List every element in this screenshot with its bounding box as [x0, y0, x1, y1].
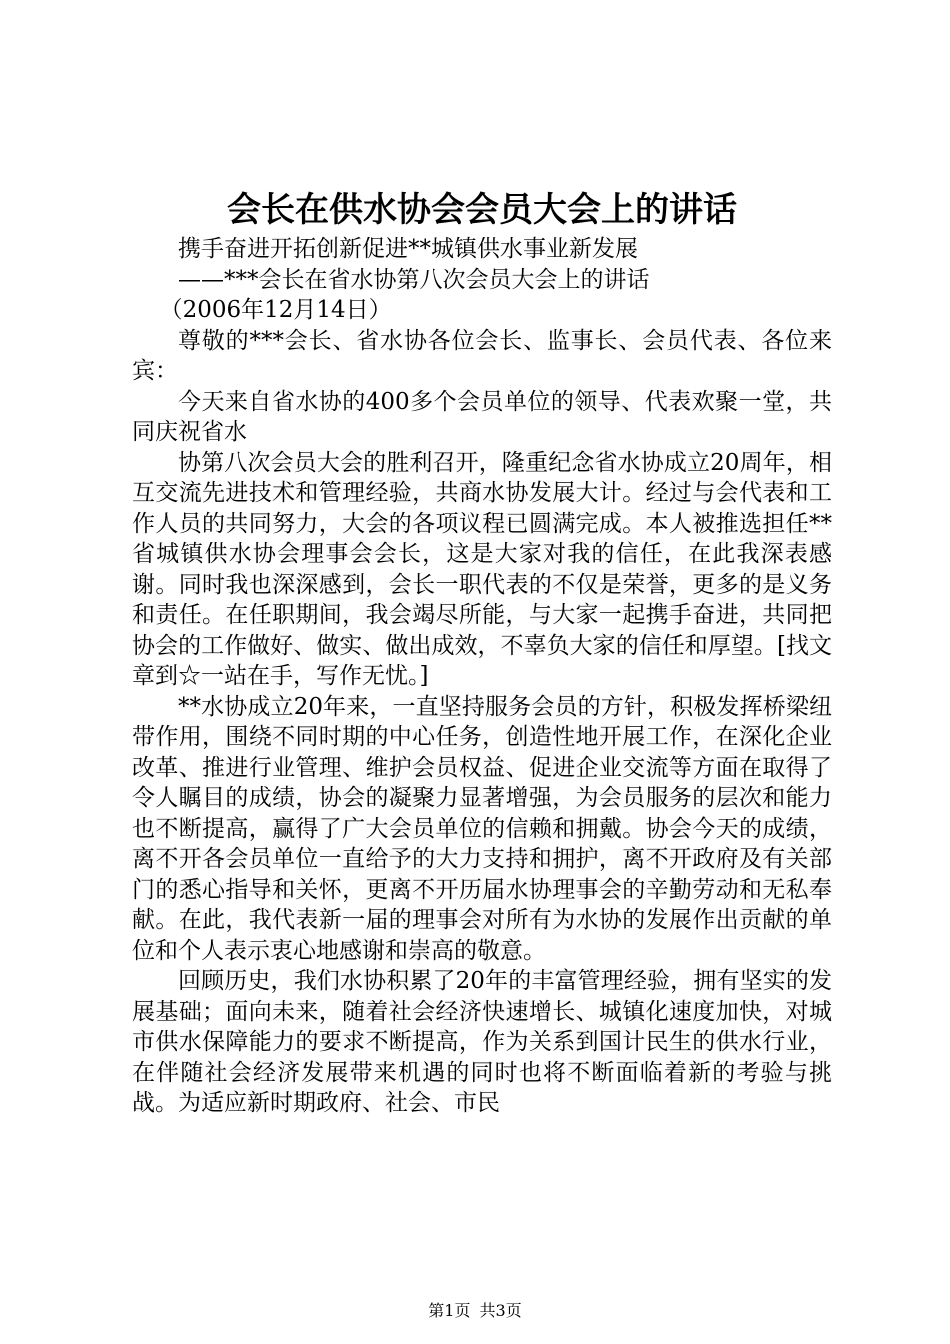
subtitle-speaker: ——***会长在省水协第八次会员大会上的讲话	[178, 266, 650, 293]
document-page	[132, 0, 832, 1344]
body-paragraph: 今天来自省水协的400多个会员单位的领导、代表欢聚一堂，共同庆祝省水	[132, 388, 832, 445]
speech-date: （2006年12月14日）	[159, 297, 392, 323]
subtitle-paragraph: 携手奋进开拓创新促进**城镇供水事业新发展	[178, 236, 638, 262]
page-footer	[0, 1300, 950, 1322]
document-body	[132, 234, 832, 1119]
body-paragraph: 协第八次会员大会的胜利召开，隆重纪念省水协成立20周年，相互交流先进技术和管理经验，共商水协发展大计。经过与会代表和工作人员的共同努力，大会的各项议程已圆满完成。本人被推选担任**省城镇供水协会理事会会长，这是大家对我的信任，在此我深表感谢。同时我也深深感到，会长一职代表的不仅是荣誉，更多的是义务和责任。在任职期间，我会竭尽所能，与大家一起携手奋进，共同把协会的工作做好、做实、做出成效，不辜负大家的信任和厚望。[找文章到☆一站在手，写作无忧。]	[132, 449, 832, 689]
salutation-paragraph: 尊敬的***会长、省水协各位会长、监事长、会员代表、各位来宾：	[132, 327, 832, 384]
body-paragraph: **水协成立20年来，一直坚持服务会员的方针，积极发挥桥梁纽带作用，围绕不同时期的中心任务，创造性地开展工作，在深化企业改革、推进行业管理、维护会员权益、促进企业交流等方面在取得了令人瞩目的成绩，协会的凝聚力显著增强，为会员服务的层次和能力也不断提高，赢得了广大会员单位的信赖和拥戴。协会今天的成绩，离不开各会员单位一直给予的大力支持和拥护，离不开政府及有关部门的悉心指导和关怀，更离不开历届水协理事会的辛勤劳动和无私奉献。在此，我代表新一届的理事会对所有为水协的发展作出贡献的单位和个人表示衷心地感谢和崇高的敬意。	[132, 693, 832, 964]
document-title: 会长在供水协会会员大会上的讲话	[227, 190, 737, 230]
page-total: 共3页	[479, 1301, 522, 1320]
page-number: 第1页	[428, 1301, 471, 1320]
body-paragraph: 回顾历史，我们水协积累了20年的丰富管理经验，拥有坚实的发展基础；面向未来，随着社会经济快速增长、城镇化速度加快，对城市供水保障能力的要求不断提高，作为关系到国计民生的供水行业，在伴随社会经济发展带来机遇的同时也将不断面临着新的考验与挑战。为适应新时期政府、社会、市民	[132, 968, 832, 1116]
